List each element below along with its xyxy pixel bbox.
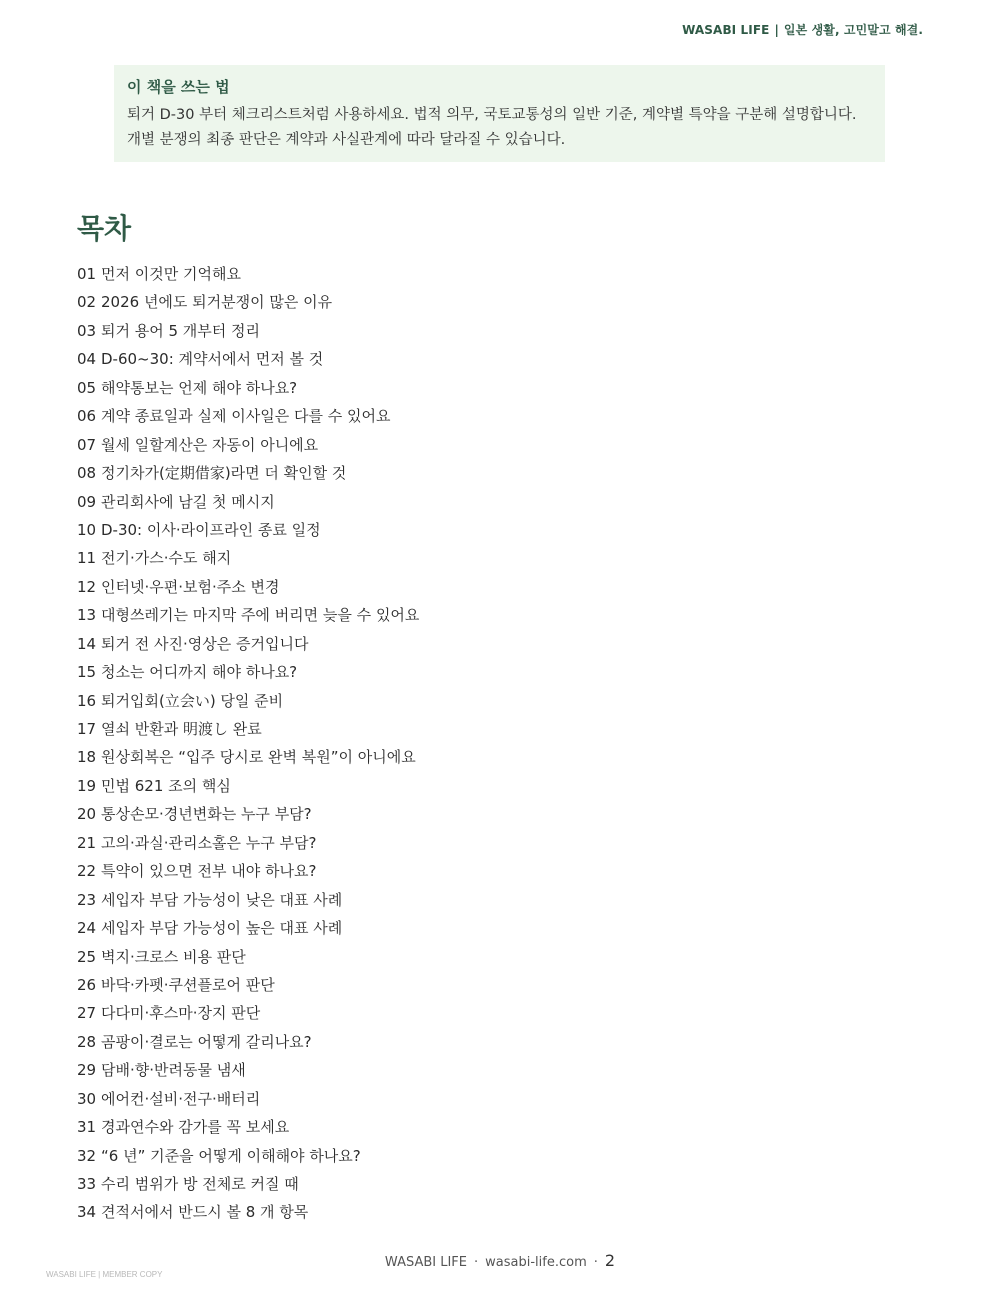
toc-item-label: 세입자 부담 가능성이 높은 대표 사례 xyxy=(101,919,343,938)
toc-item[interactable] xyxy=(77,630,419,658)
toc-item-number: 27 xyxy=(77,1004,97,1023)
toc-item-label: 인터넷·우편·보험·주소 변경 xyxy=(101,577,280,596)
toc-item-number: 08 xyxy=(77,464,97,483)
toc-item-label: 전기·가스·수도 해지 xyxy=(101,549,232,568)
toc-item[interactable] xyxy=(77,601,419,629)
toc-item[interactable] xyxy=(77,459,419,487)
toc-item-label: 먼저 이것만 기억해요 xyxy=(101,265,241,283)
toc-item-number: 24 xyxy=(77,919,97,938)
toc-title: 목차 xyxy=(77,212,132,245)
toc-item[interactable] xyxy=(77,886,419,914)
toc-item-number: 26 xyxy=(77,975,97,994)
toc-item[interactable] xyxy=(77,402,419,430)
toc-item-number: 07 xyxy=(77,435,97,454)
toc-item[interactable] xyxy=(77,1113,419,1141)
toc-item-number: 10 xyxy=(77,520,97,539)
toc-item[interactable] xyxy=(77,971,419,999)
toc-item[interactable] xyxy=(77,772,419,800)
toc-item-number: 29 xyxy=(77,1061,97,1080)
toc-item[interactable] xyxy=(77,1056,419,1084)
toc-item-number: 28 xyxy=(77,1032,97,1051)
toc-item-label: 바닥·카펫·쿠션플로어 판단 xyxy=(101,975,275,994)
toc-item-number: 30 xyxy=(77,1089,97,1108)
toc-item-label: 원상회복은 “입주 당시로 완벽 복원”이 아니에요 xyxy=(101,748,416,767)
toc-item[interactable] xyxy=(77,999,419,1027)
toc-item-label: 민법 621 조의 핵심 xyxy=(101,776,231,795)
footer-dot: · xyxy=(593,1255,598,1270)
toc-item-label: “6 년” 기준을 어떻게 이해해야 하나요? xyxy=(101,1146,361,1165)
toc-item-number: 05 xyxy=(77,378,97,397)
toc-item-number: 23 xyxy=(77,890,97,909)
toc-item-label: 계약 종료일과 실제 이사일은 다를 수 있어요 xyxy=(101,407,391,426)
toc-item[interactable] xyxy=(77,1142,419,1170)
toc-list xyxy=(77,260,419,1227)
toc-item[interactable] xyxy=(77,544,419,572)
toc-item[interactable] xyxy=(77,857,419,885)
toc-item-label: 해약통보는 언제 해야 하나요? xyxy=(101,378,298,397)
toc-item-label: D-60~30: 계약서에서 먼저 볼 것 xyxy=(101,350,324,369)
toc-item-number: 12 xyxy=(77,577,97,596)
toc-item-label: 벽지·크로스 비용 판단 xyxy=(101,947,246,966)
toc-item[interactable] xyxy=(77,1198,419,1226)
toc-item-number: 18 xyxy=(77,748,97,767)
member-copy-watermark: WASABI LIFE | MEMBER COPY xyxy=(46,1270,163,1279)
toc-item-number: 04 xyxy=(77,350,97,369)
toc-item-label: 퇴거 용어 5 개부터 정리 xyxy=(101,321,261,340)
toc-item-number: 14 xyxy=(77,634,97,653)
toc-item-label: 통상손모·경년변화는 누구 부담? xyxy=(101,805,312,824)
toc-item[interactable] xyxy=(77,687,419,715)
footer-brand: WASABI LIFE xyxy=(384,1255,467,1270)
toc-item-number: 34 xyxy=(77,1203,97,1222)
toc-item-number: 01 xyxy=(77,265,97,283)
toc-item[interactable] xyxy=(77,516,419,544)
toc-item-number: 22 xyxy=(77,862,97,881)
toc-item[interactable] xyxy=(77,943,419,971)
toc-item-label: 수리 범위가 방 전체로 커질 때 xyxy=(101,1175,299,1193)
toc-item[interactable] xyxy=(77,914,419,942)
page-header xyxy=(682,21,923,38)
toc-item-number: 21 xyxy=(77,833,97,852)
how-to-use-box xyxy=(114,65,885,162)
toc-item-number: 17 xyxy=(77,720,97,738)
toc-item[interactable] xyxy=(77,658,419,686)
toc-item-label: 특약이 있으면 전부 내야 하나요? xyxy=(101,862,317,881)
toc-item[interactable] xyxy=(77,431,419,459)
toc-item[interactable] xyxy=(77,573,419,601)
header-brand: WASABI LIFE xyxy=(682,23,770,37)
toc-item-number: 19 xyxy=(77,776,97,795)
toc-item-number: 02 xyxy=(77,293,97,312)
page-footer xyxy=(0,1251,1000,1270)
toc-item-label: 관리회사에 남길 첫 메시지 xyxy=(101,492,275,511)
footer-dot: · xyxy=(474,1255,479,1270)
toc-item-label: 청소는 어디까지 해야 하나요? xyxy=(101,663,298,682)
toc-item[interactable] xyxy=(77,800,419,828)
toc-item-label: 정기차가(定期借家)라면 더 확인할 것 xyxy=(101,464,347,483)
toc-item[interactable] xyxy=(77,317,419,345)
toc-item-label: 대형쓰레기는 마지막 주에 버리면 늦을 수 있어요 xyxy=(101,606,420,625)
toc-item-number: 25 xyxy=(77,947,97,966)
header-separator: | xyxy=(774,23,779,37)
toc-item-number: 09 xyxy=(77,492,97,511)
toc-item-number: 06 xyxy=(77,407,97,426)
toc-item-label: D-30: 이사·라이프라인 종료 일정 xyxy=(101,520,321,539)
toc-item-number: 20 xyxy=(77,805,97,824)
toc-item[interactable] xyxy=(77,743,419,771)
toc-item-number: 03 xyxy=(77,321,97,340)
toc-item[interactable] xyxy=(77,1028,419,1056)
toc-item-number: 16 xyxy=(77,691,97,710)
toc-item-number: 15 xyxy=(77,663,97,682)
toc-item-label: 월세 일할계산은 자동이 아니에요 xyxy=(101,435,319,454)
how-to-use-title: 이 책을 쓰는 법 xyxy=(127,78,230,96)
toc-item-number: 11 xyxy=(77,549,97,568)
page-number: 2 xyxy=(604,1251,616,1270)
toc-item-label: 퇴거입회(立会い) 당일 준비 xyxy=(101,691,284,710)
toc-item[interactable] xyxy=(77,345,419,373)
toc-item-label: 견적서에서 반드시 볼 8 개 항목 xyxy=(101,1203,309,1222)
toc-item-label: 경과연수와 감가를 꼭 보세요 xyxy=(101,1118,290,1137)
toc-item[interactable] xyxy=(77,260,419,288)
toc-item-number: 31 xyxy=(77,1118,97,1137)
toc-item-number: 33 xyxy=(77,1175,97,1193)
toc-item-label: 2026 년에도 퇴거분쟁이 많은 이유 xyxy=(101,293,333,312)
toc-item-label: 세입자 부담 가능성이 낮은 대표 사례 xyxy=(101,890,343,909)
header-tagline: 일본 생활, 고민말고 해결. xyxy=(783,23,923,37)
toc-item-label: 다다미·후스마·장지 판단 xyxy=(101,1004,261,1023)
toc-item-label: 에어컨·설비·전구·배터리 xyxy=(101,1089,261,1108)
toc-item[interactable] xyxy=(77,488,419,516)
toc-item[interactable] xyxy=(77,829,419,857)
footer-url[interactable]: wasabi-life.com xyxy=(485,1255,587,1270)
toc-item[interactable] xyxy=(77,715,419,743)
toc-item-label: 고의·과실·관리소홀은 누구 부담? xyxy=(101,833,317,852)
toc-item-label: 곰팡이·결로는 어떻게 갈리나요? xyxy=(101,1032,312,1051)
toc-item-label: 퇴거 전 사진·영상은 증거입니다 xyxy=(101,634,309,653)
toc-item-label: 담배·향·반려동물 냄새 xyxy=(101,1061,246,1080)
toc-item[interactable] xyxy=(77,288,419,316)
toc-item[interactable] xyxy=(77,1085,419,1113)
toc-item[interactable] xyxy=(77,1170,419,1198)
toc-item-number: 13 xyxy=(77,606,97,625)
toc-item-number: 32 xyxy=(77,1146,97,1165)
how-to-use-body: 퇴거 D-30 부터 체크리스트처럼 사용하세요. 법적 의무, 국토교통성의 일반 기준, 계약별 특약을 구분해 설명합니다. 개별 분쟁의 최종 판단은 계약과 사실관계에 따라 달라질 수 있습니다. xyxy=(127,107,857,148)
toc-item[interactable] xyxy=(77,374,419,402)
toc-item-label: 열쇠 반환과 明渡し 완료 xyxy=(101,720,262,738)
